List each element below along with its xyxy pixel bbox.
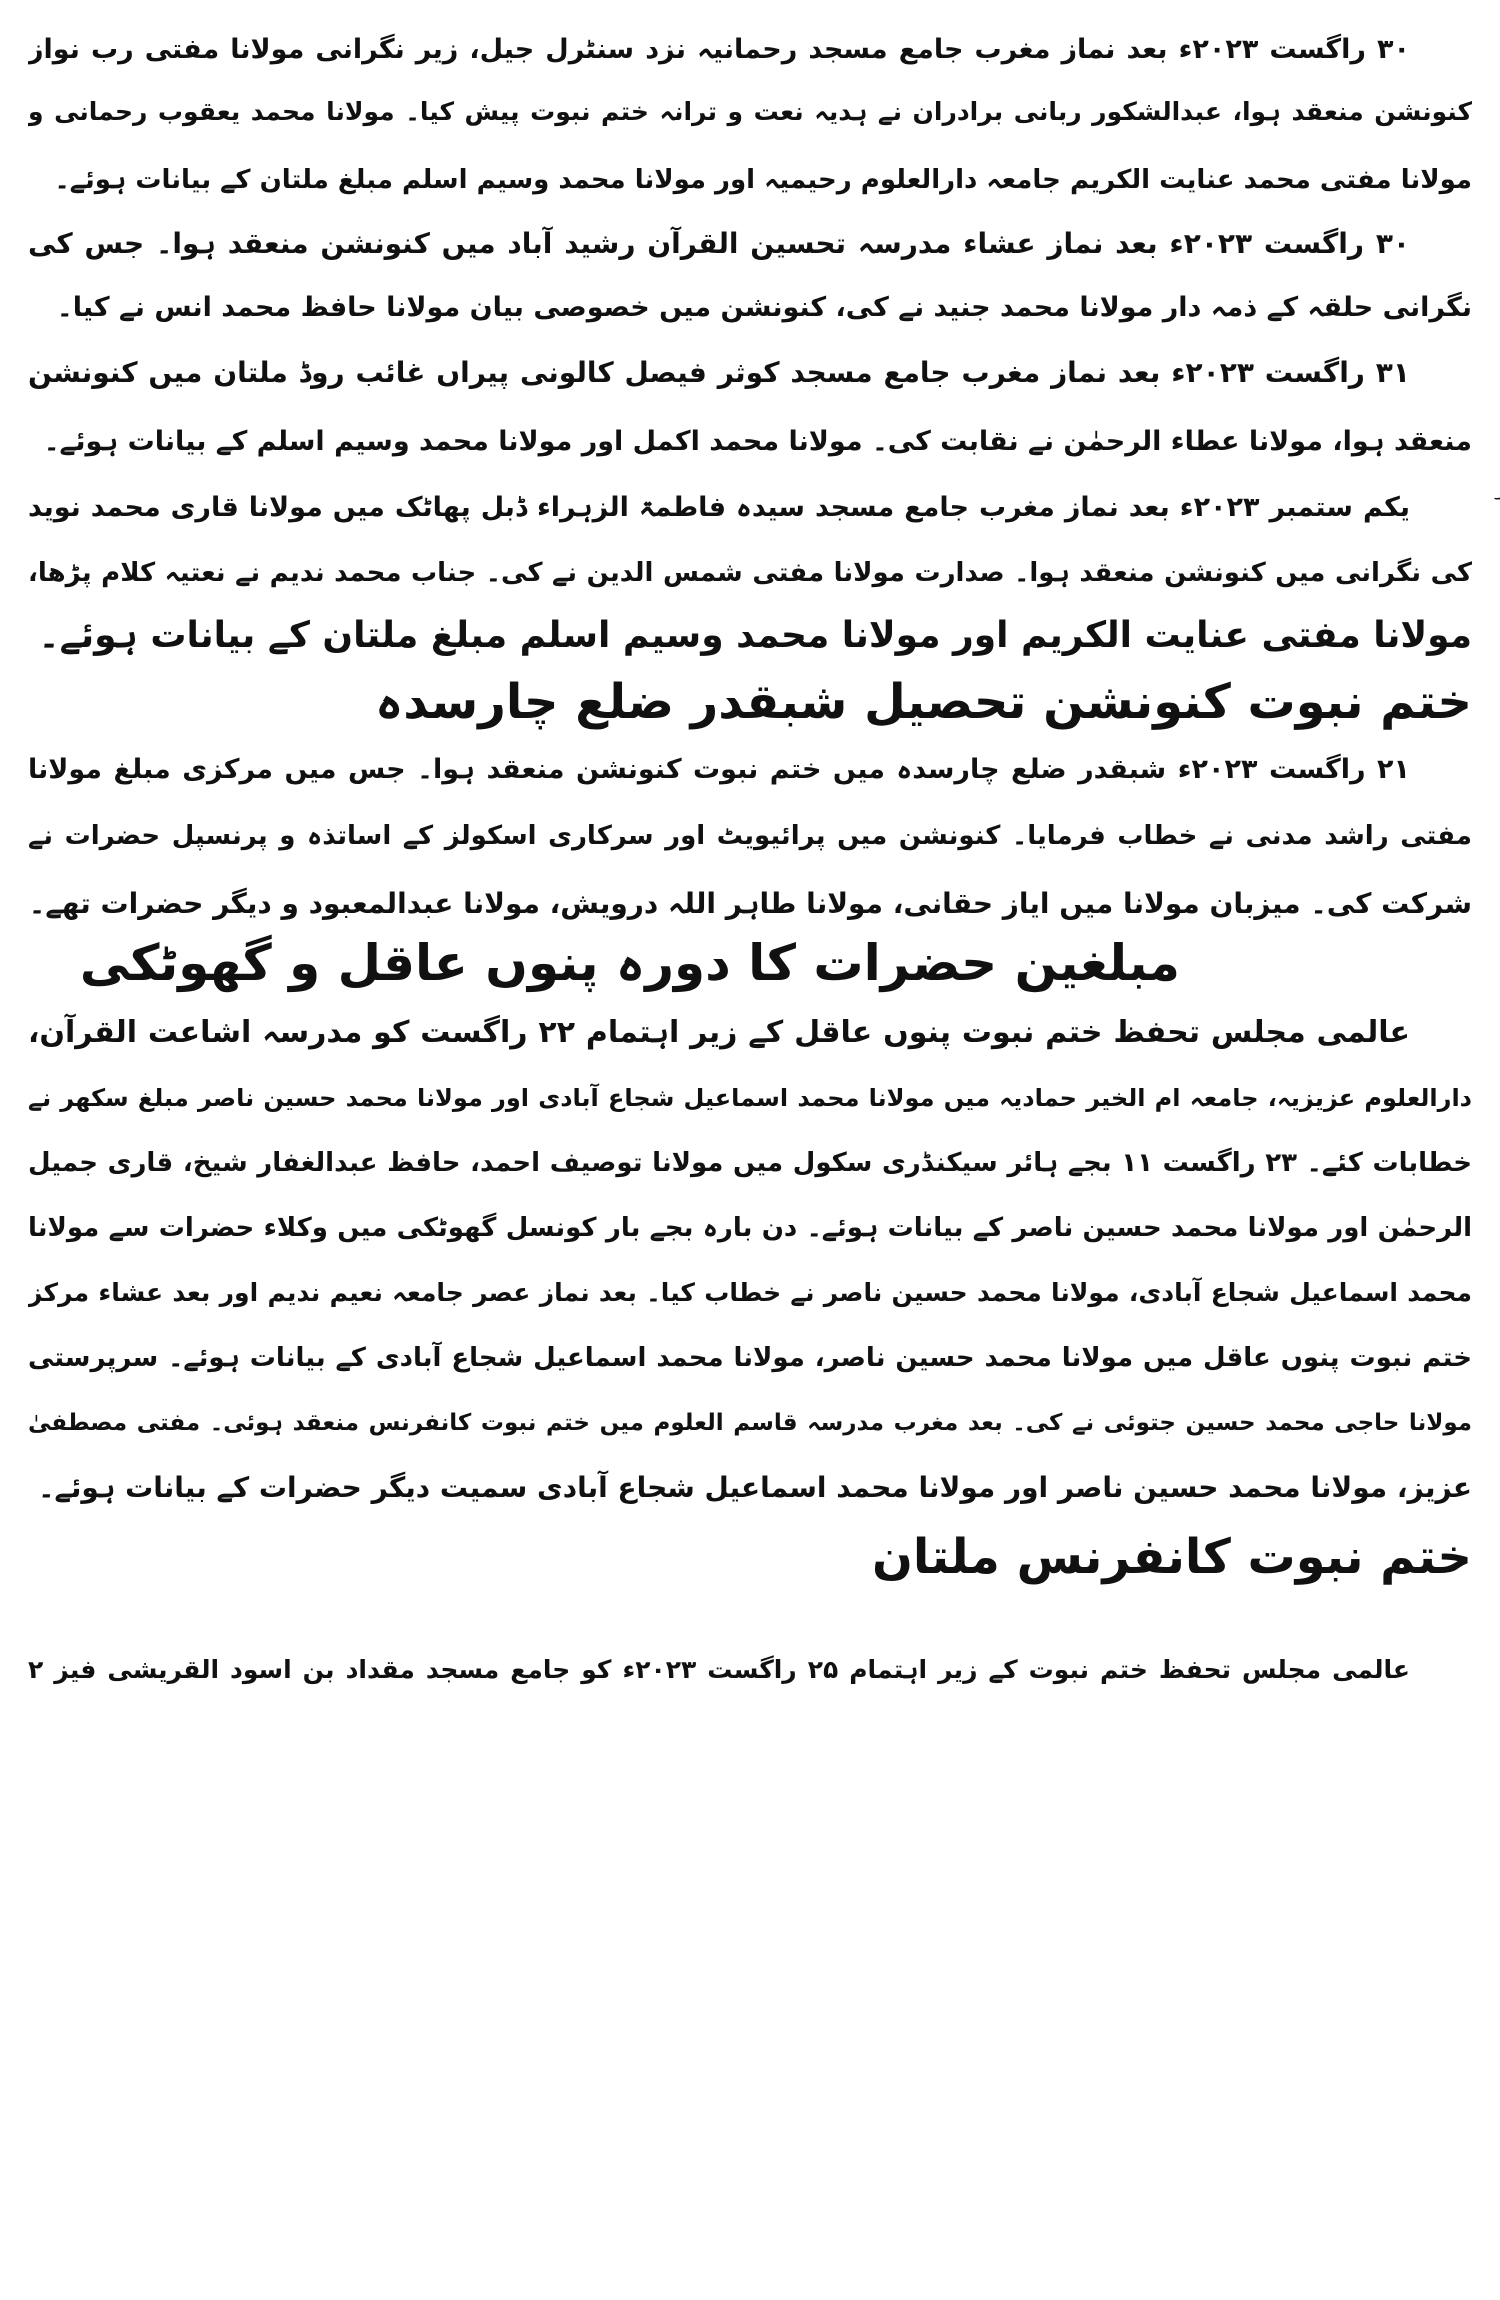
section-heading: ختم نبوت کانفرنس ملتان [871, 1529, 1472, 1585]
paragraph-line: الرحمٰن اور مولانا محمد حسین ناصر کے بیانات ہوئے۔ دن بارہ بجے بار کونسل گھوٹکی میں وکلاء حضرات سے مولانا [28, 1213, 1472, 1243]
paragraph-line: عالمی مجلس تحفظ ختم نبوت پنوں عاقل کے زیر اہتمام ۲۲ راگست کو مدرسہ اشاعت القرآن، [28, 1015, 1410, 1050]
paragraph-line: مفتی راشد مدنی نے خطاب فرمایا۔ کنونشن میں پرائیویٹ اور سرکاری اسکولز کے اساتذہ و پرنسپل حضرات نے [28, 821, 1472, 851]
paragraph-line: عالمی مجلس تحفظ ختم نبوت کے زیر اہتمام ۲۵ راگست ۲۰۲۳ء کو جامع مسجد مقداد بن اسود القریشی فیز ۲ [28, 1655, 1410, 1684]
section-subheading [80, 1580, 1180, 1646]
paragraph-line: مولانا مفتی محمد عنایت الکریم جامعہ دارالعلوم رحیمیہ اور مولانا محمد وسیم اسلم مبلغ ملتان کے بیانات ہوئے۔ [54, 165, 1472, 195]
paragraph-line: منعقد ہوا، مولانا عطاء الرحمٰن نے نقابت کی۔ مولانا محمد اکمل اور مولانا محمد وسیم اسلم کے بیانات ہوئے۔ [43, 426, 1472, 457]
paragraph-line: ۳۰ راگست ۲۰۲۳ء بعد نماز عشاء مدرسہ تحسین القرآن رشید آباد میں کنونشن منعقد ہوا۔ جس کی [28, 227, 1410, 260]
section-heading: ختم نبوت کنونشن تحصیل شبقدر ضلع چارسدہ [375, 674, 1472, 730]
paragraph-line: یکم ستمبر ۲۰۲۳ء بعد نماز مغرب جامع مسجد سیدہ فاطمۃ الزہراء ڈبل پھاٹک میں مولانا قاری محمد نوید [28, 492, 1410, 523]
paragraph-line: ۳۱ راگست ۲۰۲۳ء بعد نماز مغرب جامع مسجد کوثر فیصل کالونی پیراں غائب روڈ ملتان میں کنونشن [28, 356, 1410, 389]
paragraph-line: محمد اسماعیل شجاع آبادی، مولانا محمد حسین ناصر نے خطاب کیا۔ بعد نماز عصر جامعہ نعیم ندیم اور بعد عشاء مرکز [28, 1278, 1472, 1307]
paragraph-line: شرکت کی۔ میزبان مولانا میں ایاز حقانی، مولانا طاہر اللہ درویش، مولانا عبدالمعبود و دیگر حضرات تھے۔ [28, 887, 1472, 920]
paragraph-line: عزیز، مولانا محمد حسین ناصر اور مولانا محمد اسماعیل شجاع آبادی سمیت دیگر حضرات کے بیانات ہوئے۔ [38, 1471, 1472, 1504]
paragraph-line: کنونشن منعقد ہوا، عبدالشکور ربانی برادران نے ہدیہ نعت و ترانہ ختم نبوت پیش کیا۔ مولانا محمد یعقوب رحمانی و [28, 97, 1472, 126]
paragraph-line: مولانا حاجی محمد حسین جتوئی نے کی۔ بعد مغرب مدرسہ قاسم العلوم میں ختم نبوت کانفرنس منعقد ہوئی۔ مفتی مصطفیٰ [28, 1410, 1472, 1436]
section-heading: مبلغین حضرات کا دورہ پنوں عاقل و گھوٹکی [79, 934, 1180, 992]
paragraph-line: ختم نبوت پنوں عاقل میں مولانا محمد حسین ناصر، مولانا محمد اسماعیل شجاع آبادی کے بیانات ہوئے۔ سرپرستی [28, 1343, 1472, 1373]
paragraph-line: کی نگرانی میں کنونشن منعقد ہوا۔ صدارت مولانا مفتی شمس الدین نے کی۔ جناب محمد ندیم نے نعتیہ کلام پڑھا، [28, 558, 1472, 588]
paragraph-line: ۲۱ راگست ۲۰۲۳ء شبقدر ضلع چارسدہ میں ختم نبوت کنونشن منعقد ہوا۔ جس میں مرکزی مبلغ مولانا [28, 754, 1410, 785]
paragraph-line: مولانا مفتی عنایت الکریم اور مولانا محمد وسیم اسلم مبلغ ملتان کے بیانات ہوئے۔ [38, 615, 1472, 656]
paragraph-line: نگرانی حلقہ کے ذمہ دار مولانا محمد جنید نے کی، کنونشن میں خصوصی بیان مولانا حافظ محمد انس نے کیا۔ [56, 292, 1472, 323]
paragraph-line: خطابات کئے۔ ۲۳ راگست ۱۱ بجے ہائر سیکنڈری سکول میں مولانا توصیف احمد، حافظ عبدالغفار شیخ، قاری جمیل [28, 1148, 1472, 1178]
paragraph-line: دارالعلوم عزیزیہ، جامعہ ام الخیر حمادیہ میں مولانا محمد اسماعیل شجاع آبادی اور مولانا محمد حسین ناصر مبلغ سکھر نے [28, 1084, 1472, 1112]
paragraph-line: ۳۰ راگست ۲۰۲۳ء بعد نماز مغرب جامع مسجد رحمانیہ نزد سنٹرل جیل، زیر نگرانی مولانا مفتی رب نواز [28, 34, 1410, 65]
